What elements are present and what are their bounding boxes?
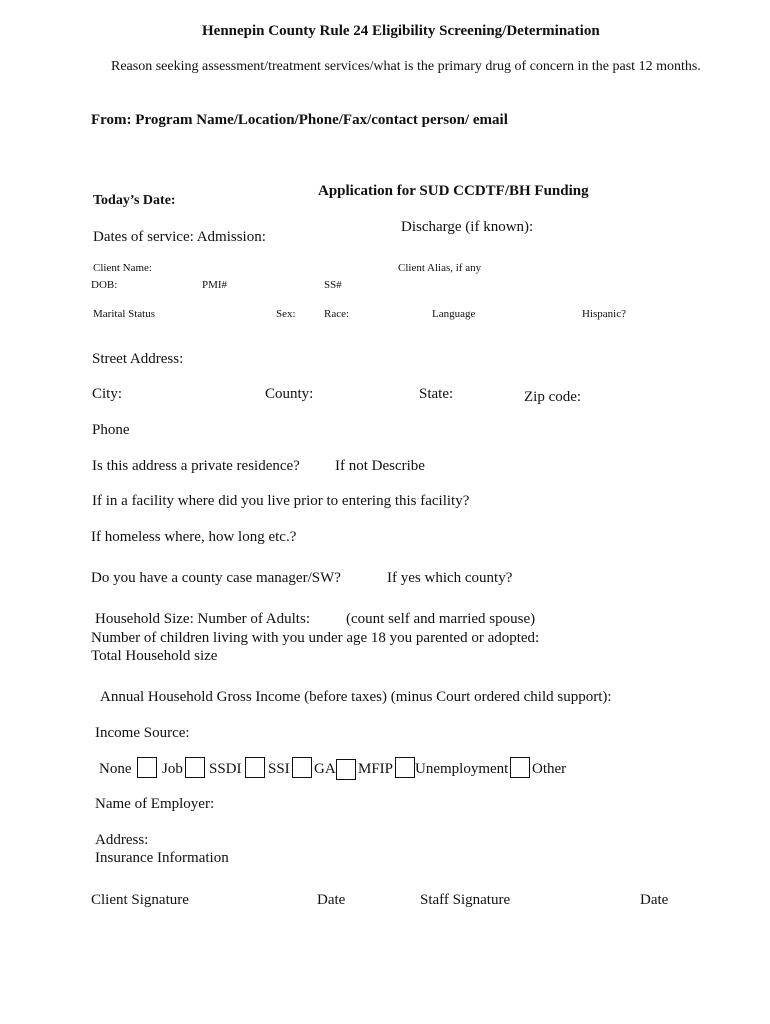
dob-label: DOB: bbox=[91, 279, 118, 291]
income-checkbox-ga[interactable] bbox=[336, 759, 356, 780]
client-signature-date-label: Date bbox=[317, 892, 346, 908]
phone-label: Phone bbox=[92, 422, 130, 438]
client-alias-label: Client Alias, if any bbox=[398, 262, 482, 274]
income-option-unemployment: Unemployment bbox=[415, 761, 509, 777]
sex-label: Sex: bbox=[276, 308, 296, 320]
from-line: From: Program Name/Location/Phone/Fax/contact person/ email bbox=[91, 112, 508, 128]
count-self-note: (count self and married spouse) bbox=[346, 611, 536, 627]
dates-of-service-label: Dates of service: Admission: bbox=[93, 229, 266, 245]
income-checkbox-ssi[interactable] bbox=[292, 757, 312, 778]
staff-signature-date-label: Date bbox=[640, 892, 669, 908]
staff-signature-label: Staff Signature bbox=[420, 892, 511, 908]
annual-income-label: Annual Household Gross Income (before taxes) (minus Court ordered child support): bbox=[100, 689, 612, 705]
income-checkbox-job[interactable] bbox=[185, 757, 205, 778]
pmi-label: PMI# bbox=[202, 279, 228, 291]
page-subtitle: Reason seeking assessment/treatment services/what is the primary drug of concern in the past 12 months. bbox=[111, 59, 701, 74]
income-option-mfip: MFIP bbox=[358, 761, 394, 777]
hispanic-label: Hispanic? bbox=[582, 308, 626, 320]
case-manager-question: Do you have a county case manager/SW? bbox=[91, 570, 341, 586]
facility-question: If in a facility where did you live prior to entering this facility? bbox=[92, 493, 470, 509]
marital-status-label: Marital Status bbox=[93, 308, 156, 320]
street-address-label: Street Address: bbox=[92, 351, 184, 367]
income-option-ga: GA bbox=[314, 761, 336, 777]
household-size-label: Household Size: Number of Adults: bbox=[95, 611, 310, 627]
income-checkbox-mfip[interactable] bbox=[395, 757, 415, 778]
insurance-information-label: Insurance Information bbox=[95, 850, 229, 866]
application-title: Application for SUD CCDTF/BH Funding bbox=[318, 183, 589, 199]
private-residence-question: Is this address a private residence? bbox=[92, 458, 300, 474]
income-checkbox-none[interactable] bbox=[137, 757, 157, 778]
employer-name-label: Name of Employer: bbox=[95, 796, 215, 812]
income-checkbox-ssdi[interactable] bbox=[245, 757, 265, 778]
total-household-label: Total Household size bbox=[91, 648, 218, 664]
race-label: Race: bbox=[324, 308, 350, 320]
todays-date-label: Today’s Date: bbox=[93, 193, 176, 208]
ss-label: SS# bbox=[324, 279, 342, 291]
homeless-question: If homeless where, how long etc.? bbox=[91, 529, 297, 545]
income-source-label: Income Source: bbox=[95, 725, 190, 741]
discharge-label: Discharge (if known): bbox=[401, 219, 534, 235]
zip-code-label: Zip code: bbox=[524, 389, 582, 405]
income-option-other: Other bbox=[532, 761, 567, 777]
income-option-job: Job bbox=[162, 761, 183, 777]
income-option-ssdi: SSDI bbox=[209, 761, 242, 777]
which-county-question: If yes which county? bbox=[387, 570, 513, 586]
language-label: Language bbox=[432, 308, 476, 320]
if-not-describe-label: If not Describe bbox=[335, 458, 425, 474]
client-name-label: Client Name: bbox=[93, 262, 152, 274]
client-signature-label: Client Signature bbox=[91, 892, 189, 908]
income-option-none: None bbox=[99, 761, 132, 777]
children-label: Number of children living with you under age 18 you parented or adopted: bbox=[91, 630, 540, 646]
county-label: County: bbox=[265, 386, 314, 402]
city-label: City: bbox=[92, 386, 123, 402]
state-label: State: bbox=[419, 386, 454, 402]
income-option-ssi: SSI bbox=[268, 761, 290, 777]
page-title: Hennepin County Rule 24 Eligibility Screening/Determination bbox=[202, 23, 600, 39]
income-checkbox-unemployment[interactable] bbox=[510, 757, 530, 778]
employer-address-label: Address: bbox=[95, 832, 149, 848]
